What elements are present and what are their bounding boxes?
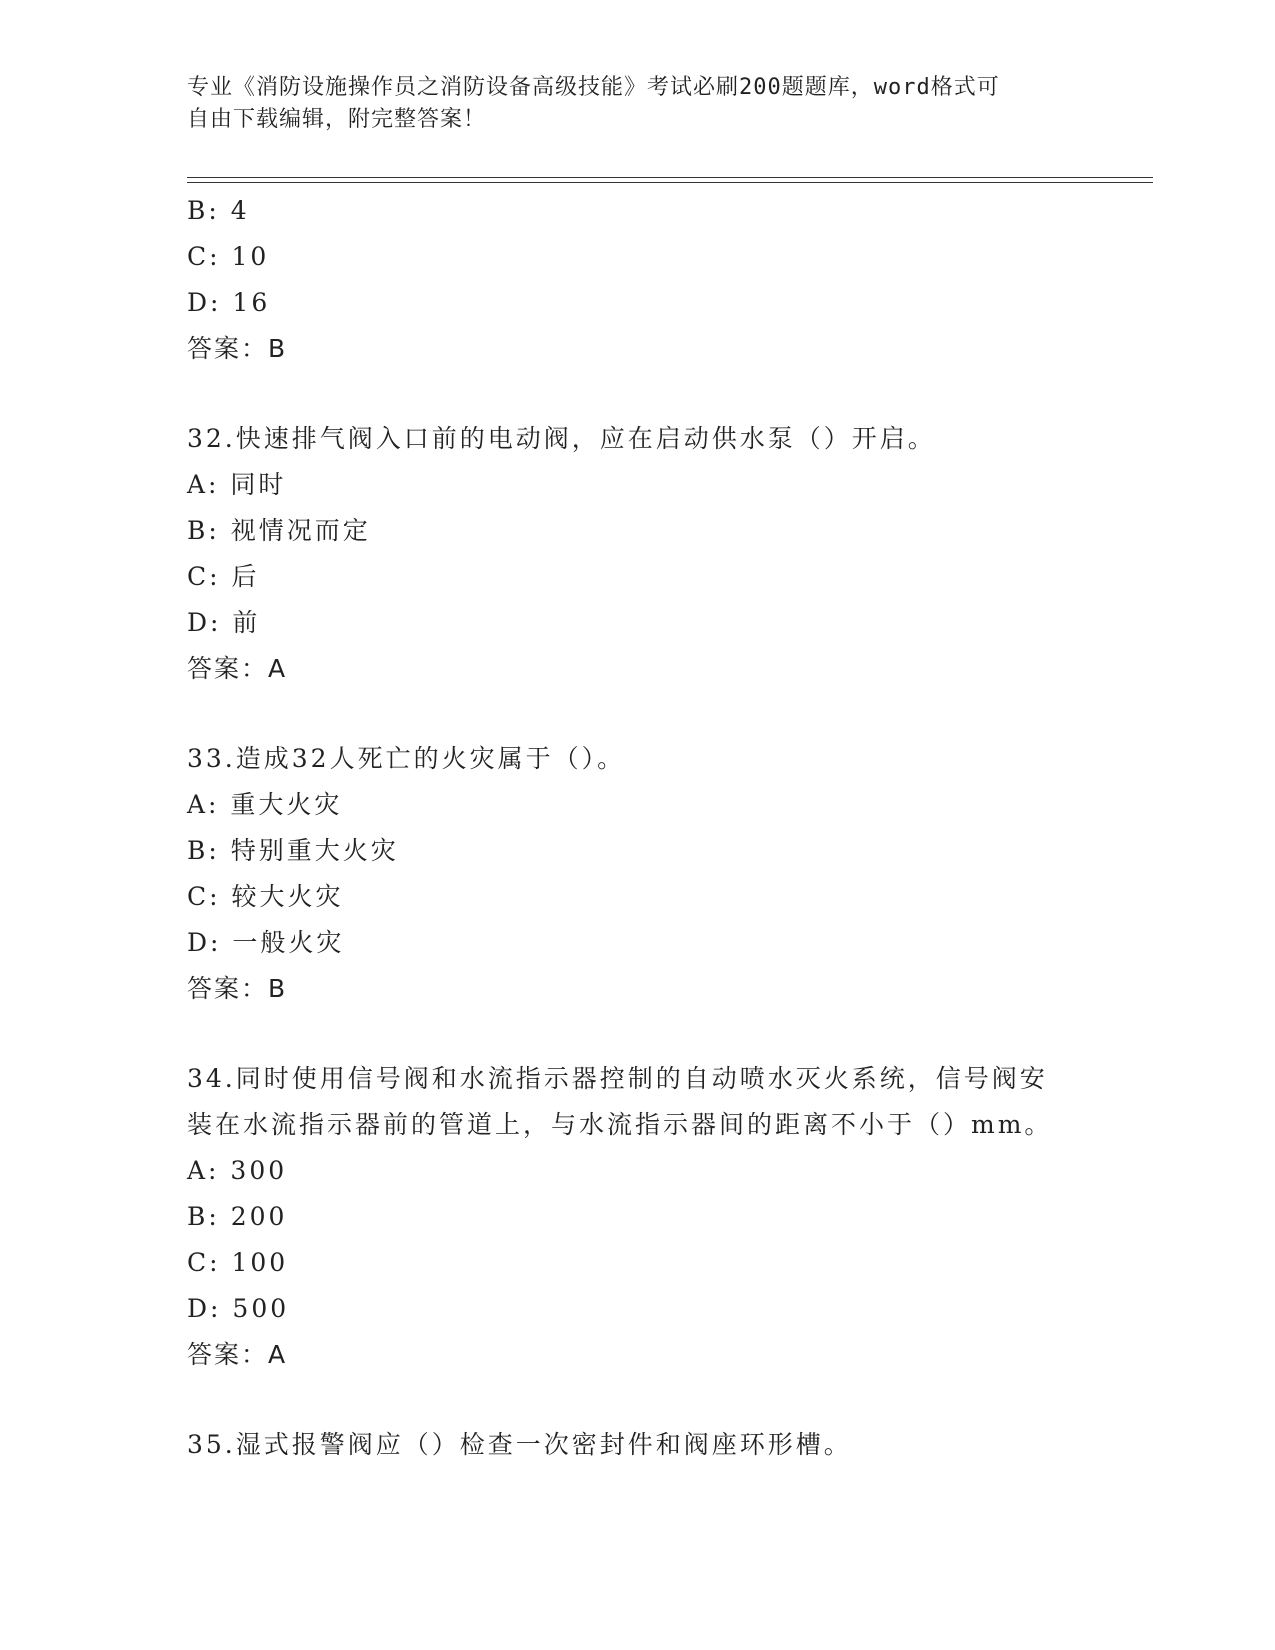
question-list	[187, 188, 1147, 1468]
spacer	[187, 692, 1147, 736]
option-d: D: 16	[187, 288, 271, 317]
header-divider-bottom	[187, 182, 1153, 183]
answer: 答案：A	[187, 654, 288, 683]
option-d: D: 500	[187, 1294, 290, 1323]
option-c: C: 10	[187, 242, 270, 271]
option-a: A: 同时	[187, 470, 287, 499]
option-d: D: 一般火灾	[187, 928, 345, 957]
question-34	[187, 1056, 1147, 1378]
option-a: A: 300	[187, 1156, 288, 1185]
spacer	[187, 372, 1147, 416]
question-32	[187, 416, 1147, 692]
option-d: D: 前	[187, 608, 261, 637]
option-a: A: 重大火灾	[187, 790, 343, 819]
option-c: C: 较大火灾	[187, 882, 344, 911]
question-stem-line-1: 34.同时使用信号阀和水流指示器控制的自动喷水灭火系统，信号阀安	[187, 1064, 1048, 1093]
answer: 答案：B	[187, 334, 288, 363]
option-b: B: 4	[187, 196, 250, 225]
question-stem: 35.湿式报警阀应（）检查一次密封件和阀座环形槽。	[187, 1430, 852, 1459]
option-b: B: 视情况而定	[187, 516, 371, 545]
question-stem: 32.快速排气阀入口前的电动阀，应在启动供水泵（）开启。	[187, 424, 936, 453]
option-b: B: 200	[187, 1202, 288, 1231]
question-stem: 33.造成32人死亡的火灾属于（）。	[187, 744, 626, 773]
question-stem-line-2: 装在水流指示器前的管道上，与水流指示器间的距离不小于（）mm。	[187, 1110, 1053, 1139]
header-divider-top	[187, 177, 1153, 178]
answer: 答案：B	[187, 974, 288, 1003]
question-33	[187, 736, 1147, 1012]
answer: 答案：A	[187, 1340, 288, 1369]
header-line-2: 自由下载编辑，附完整答案！	[187, 107, 487, 132]
header-line-1: 专业《消防设施操作员之消防设备高级技能》考试必刷200题题库，word格式可	[187, 75, 1000, 100]
question-31-tail	[187, 188, 1147, 372]
option-c: C: 100	[187, 1248, 289, 1277]
document-header	[187, 72, 1067, 136]
spacer	[187, 1012, 1147, 1056]
spacer	[187, 1378, 1147, 1422]
option-b: B: 特别重大火灾	[187, 836, 399, 865]
question-35	[187, 1422, 1147, 1468]
option-c: C: 后	[187, 562, 260, 591]
